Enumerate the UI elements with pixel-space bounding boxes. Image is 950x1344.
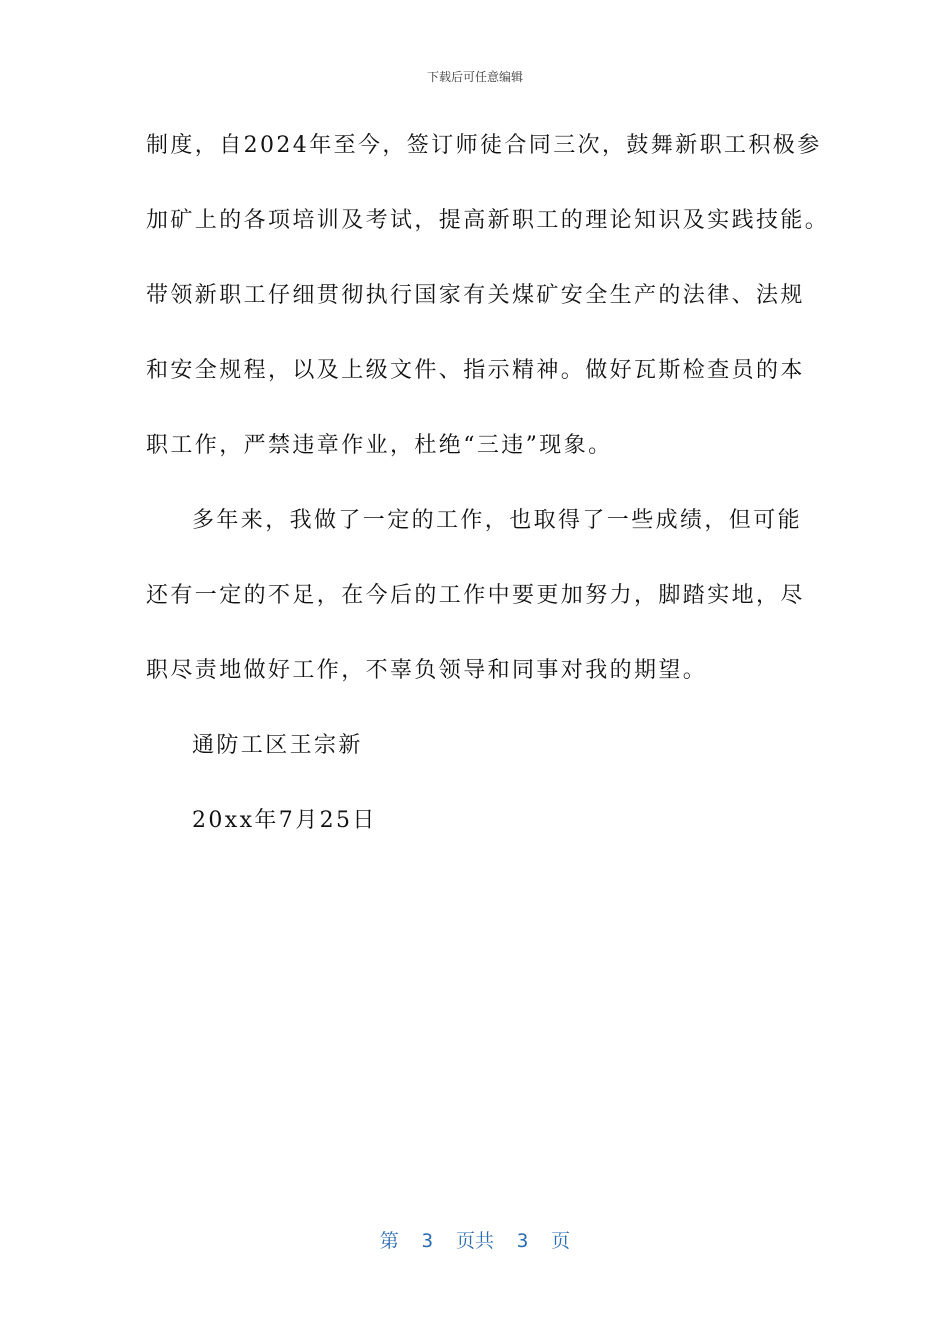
paragraph-line: 职工作，严禁违章作业，杜绝“三违”现象。 <box>146 433 613 458</box>
document-body <box>146 108 830 858</box>
paragraph-line: 和安全规程，以及上级文件、指示精神。做好瓦斯检查员的本 <box>146 358 805 383</box>
paragraph-line: 职尽责地做好工作，不辜负领导和同事对我的期望。 <box>146 658 708 683</box>
signature-name: 通防工区王宗新 <box>192 733 363 758</box>
paragraph-line: 还有一定的不足，在今后的工作中要更加努力，脚踏实地，尽 <box>146 583 805 608</box>
paragraph-line: 制度，自2024年至今，签订师徒合同三次，鼓舞新职工积极参 <box>146 133 822 158</box>
page-number: 第 3 页共 3 页 <box>379 1230 571 1252</box>
paragraph-line: 带领新职工仔细贯彻执行国家有关煤矿安全生产的法律、法规 <box>146 283 805 308</box>
header-note: 下载后可任意编辑 <box>426 70 523 84</box>
signature-date: 20xx年7月25日 <box>192 808 377 833</box>
paragraph-line: 加矿上的各项培训及考试，提高新职工的理论知识及实践技能。 <box>146 208 830 233</box>
paragraph-line: 多年来，我做了一定的工作，也取得了一些成绩，但可能 <box>192 508 803 533</box>
